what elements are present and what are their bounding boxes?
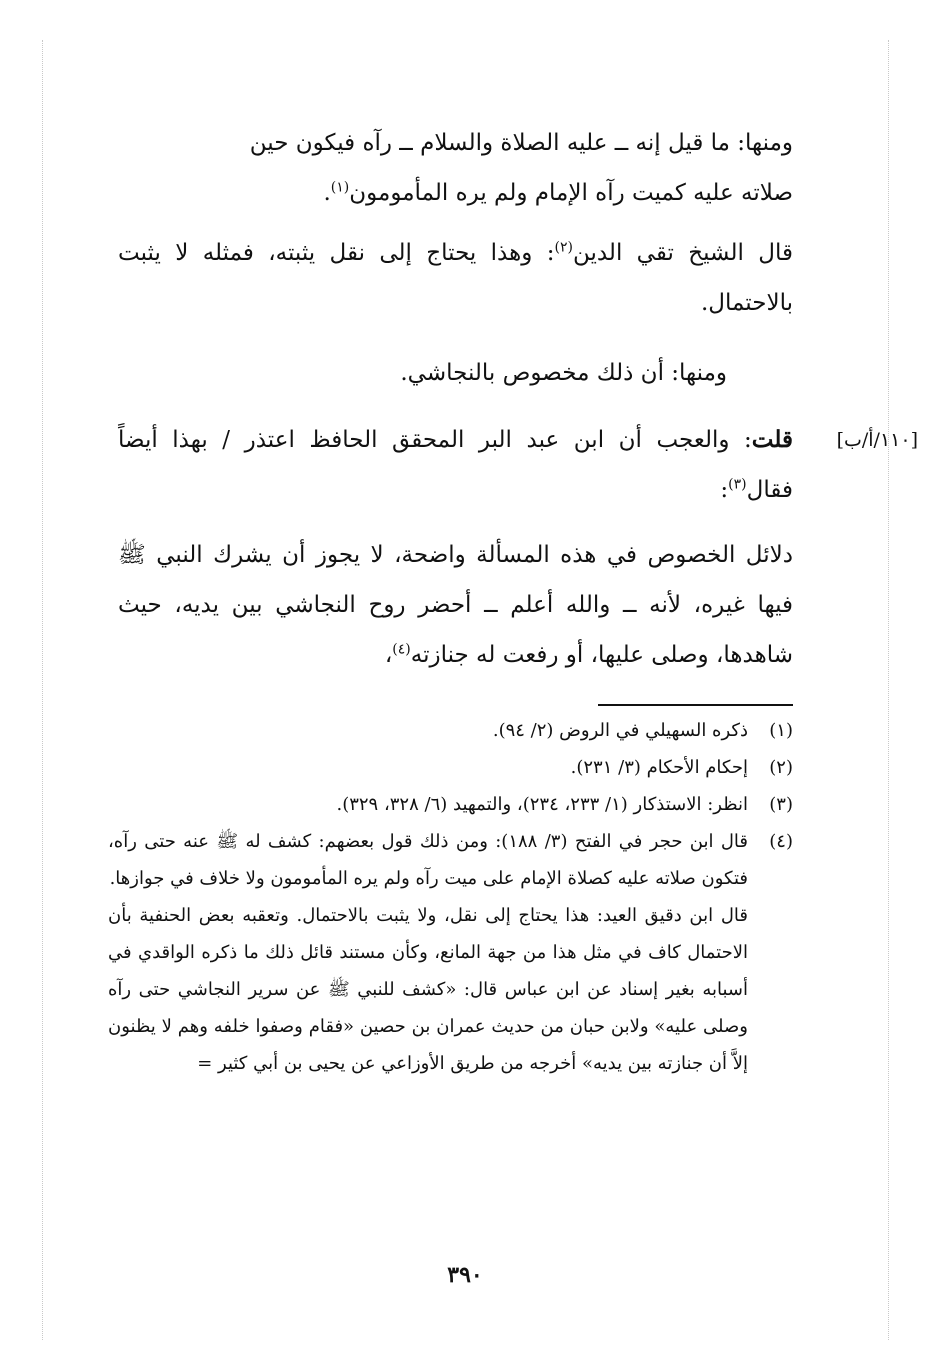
paragraph-5-text bbox=[118, 530, 793, 680]
manuscript-folio-marker: [١١٠/أ/ب] bbox=[836, 429, 918, 451]
paragraph-2-text bbox=[118, 228, 793, 328]
page-number: ٣٩٠ bbox=[447, 1262, 483, 1288]
footnote-ref-3[interactable]: (٣) bbox=[728, 476, 747, 493]
paragraph-1-text: صلاته عليه كميت رآه الإمام ولم يره المأمومون bbox=[349, 180, 793, 206]
footnote-text: ذكره السهيلي في الروض (٢/ ٩٤). bbox=[492, 720, 748, 741]
footnote-separator bbox=[598, 704, 793, 706]
footnote-4-continuation: قال ابن دقيق العيد: هذا يحتاج إلى نقل، ولا يثبت بالاحتمال. وتعقبه بعض الحنفية بأن الاحتمال كاف في مثل هذا من جهة المانع، وكأن مستند قائل ذلك ما ذكره الواقدي في أسبابه بغير إسناد عن ابن عباس قال: «كشف للنبي ﷺ عن سرير النجاشي حتى رآه وصلى عليه» ولابن حبان من حديث عمران بن حصين «فقام وصفوا خلفه وهم لا يظنون إلاَّ أن جنازته بين يديه» أخرجه من طريق الأوزاعي عن يحيى بن أبي كثير = bbox=[108, 905, 748, 1074]
footnote-number: (١) bbox=[769, 720, 793, 741]
footnote-ref-4[interactable]: (٤) bbox=[392, 641, 411, 658]
paragraph-1 bbox=[118, 118, 793, 218]
footnote-number: (٢) bbox=[769, 757, 793, 778]
paragraph-4 bbox=[118, 415, 793, 515]
paragraph-1-line-2 bbox=[118, 168, 793, 218]
paragraph-2-part-1: قال الشيخ تقي الدين bbox=[572, 240, 794, 266]
footnote-number: (٤) bbox=[769, 831, 793, 852]
footnote-3 bbox=[108, 786, 793, 823]
paragraph-1-line-1: ومنها: ما قيل إنه ــ عليه الصلاة والسلام ــ رآه فيكون حين bbox=[249, 130, 793, 156]
footnote-2 bbox=[108, 749, 793, 786]
paragraph-5-end: ، bbox=[384, 642, 393, 668]
paragraph-2-part-2: : وهذا يحتاج إلى نقل يثبته، فمثله لا يثبت بالاحتمال. bbox=[118, 240, 793, 316]
paragraph-3-text: ومنها: أن ذلك مخصوص بالنجاشي. bbox=[400, 360, 727, 386]
paragraph-1-end: . bbox=[323, 180, 331, 206]
margin-guide-left bbox=[42, 40, 43, 1340]
paragraph-4-text bbox=[118, 415, 793, 515]
paragraph-4-body: : والعجب أن ابن عبد البر المحقق الحافظ اعتذر / بهذا أيضاً فقال bbox=[118, 427, 793, 503]
footnote-text: إحكام الأحكام (٣/ ٢٣١). bbox=[570, 757, 748, 778]
footnote-ref-2[interactable]: (٢) bbox=[554, 239, 573, 256]
paragraph-5-body: دلائل الخصوص في هذه المسألة واضحة، لا يجوز أن يشرك النبي ﷺ فيها غيره، لأنه ــ والله أعلم ــ أحضر روح النجاشي بين يديه، حيث شاهدها، وصلى عليها، أو رفعت له جنازته bbox=[118, 542, 793, 668]
margin-guide-right bbox=[888, 40, 889, 1340]
paragraph-5-quote bbox=[118, 530, 793, 680]
footnotes bbox=[108, 712, 793, 1082]
paragraph-2 bbox=[118, 228, 793, 328]
paragraph-4-end: : bbox=[720, 477, 729, 503]
footnote-text: قال ابن حجر في الفتح (٣/ ١٨٨): ومن ذلك قول بعضهم: كشف له ﷺ عنه حتى رآه، فتكون صلاته عليه كصلاة الإمام على ميت رآه ولم يره المأمومون ولا خلاف في جوازها. bbox=[108, 831, 749, 889]
footnote-text: انظر: الاستذكار (١/ ٢٣٣، ٢٣٤)، والتمهيد (٦/ ٣٢٨، ٣٢٩). bbox=[336, 794, 748, 815]
footnote-4 bbox=[108, 823, 793, 897]
footnote-number: (٣) bbox=[769, 794, 793, 815]
paragraph-3 bbox=[118, 348, 793, 398]
paragraph-4-lead-word: قلت bbox=[751, 426, 793, 453]
footnote-ref-1[interactable]: (١) bbox=[330, 179, 350, 196]
footnote-1 bbox=[108, 712, 793, 749]
